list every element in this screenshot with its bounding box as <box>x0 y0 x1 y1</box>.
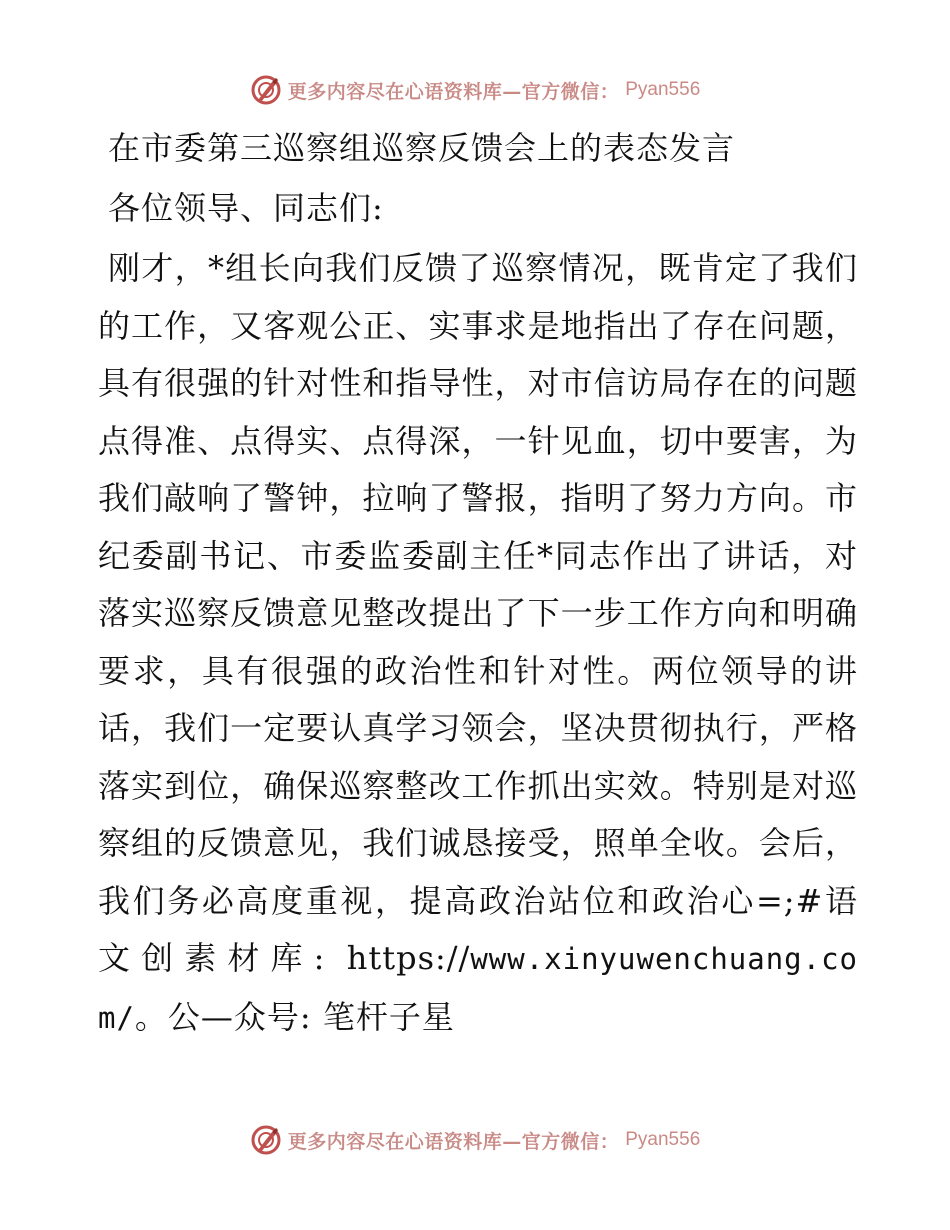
watermark-wechat-id: Pyan556 <box>625 79 701 100</box>
watermark-text: 更多内容尽在心语资料库—官方微信： <box>287 80 620 103</box>
body-text-part1: 刚才，*组长向我们反馈了巡察情况，既肯定了我们的工作，又客观公正、实事求是地指出了存在问题，具有很强的针对性和指导性，对市信访局存在的问题点得准、点得实、点得深，一针见血，切中要害，为我们敲响了警钟，拉响了警报，指明了努力方向。市纪委副书记、市委监委副主任*同志作出了讲话，对落实巡察反馈意见整改提出了下一步工作方向和明确要求，具有很强的政治性和针对性。两位领导的讲话，我们一定要认真学习领会，坚决贯彻执行，严格落实到位，确保巡察整改工作抓出实效。特别是对巡察组的反馈意见，我们诚恳接受，照单全收。会后，我们务必高度重视，提高政治站位和政治心=;#语文创素材库: https:// <box>98 249 858 977</box>
watermark-header <box>0 70 950 110</box>
salutation: 各位领导、同志们: <box>108 189 384 227</box>
body-text-part2: 。公—众号: 笔杆子星 <box>134 997 455 1036</box>
document-content <box>98 120 858 1047</box>
document-title: 在市委第三巡察组巡察反馈会上的表态发言 <box>108 129 736 167</box>
body-paragraph <box>98 240 858 1047</box>
pen-logo-icon <box>250 74 282 106</box>
pen-logo-icon <box>250 1124 282 1156</box>
body-url: www.xinyuwenchuang.com/ <box>98 942 858 1035</box>
watermark-wechat-id: Pyan556 <box>625 1129 701 1150</box>
watermark-text: 更多内容尽在心语资料库—官方微信： <box>287 1130 620 1153</box>
watermark-footer <box>0 1120 950 1160</box>
